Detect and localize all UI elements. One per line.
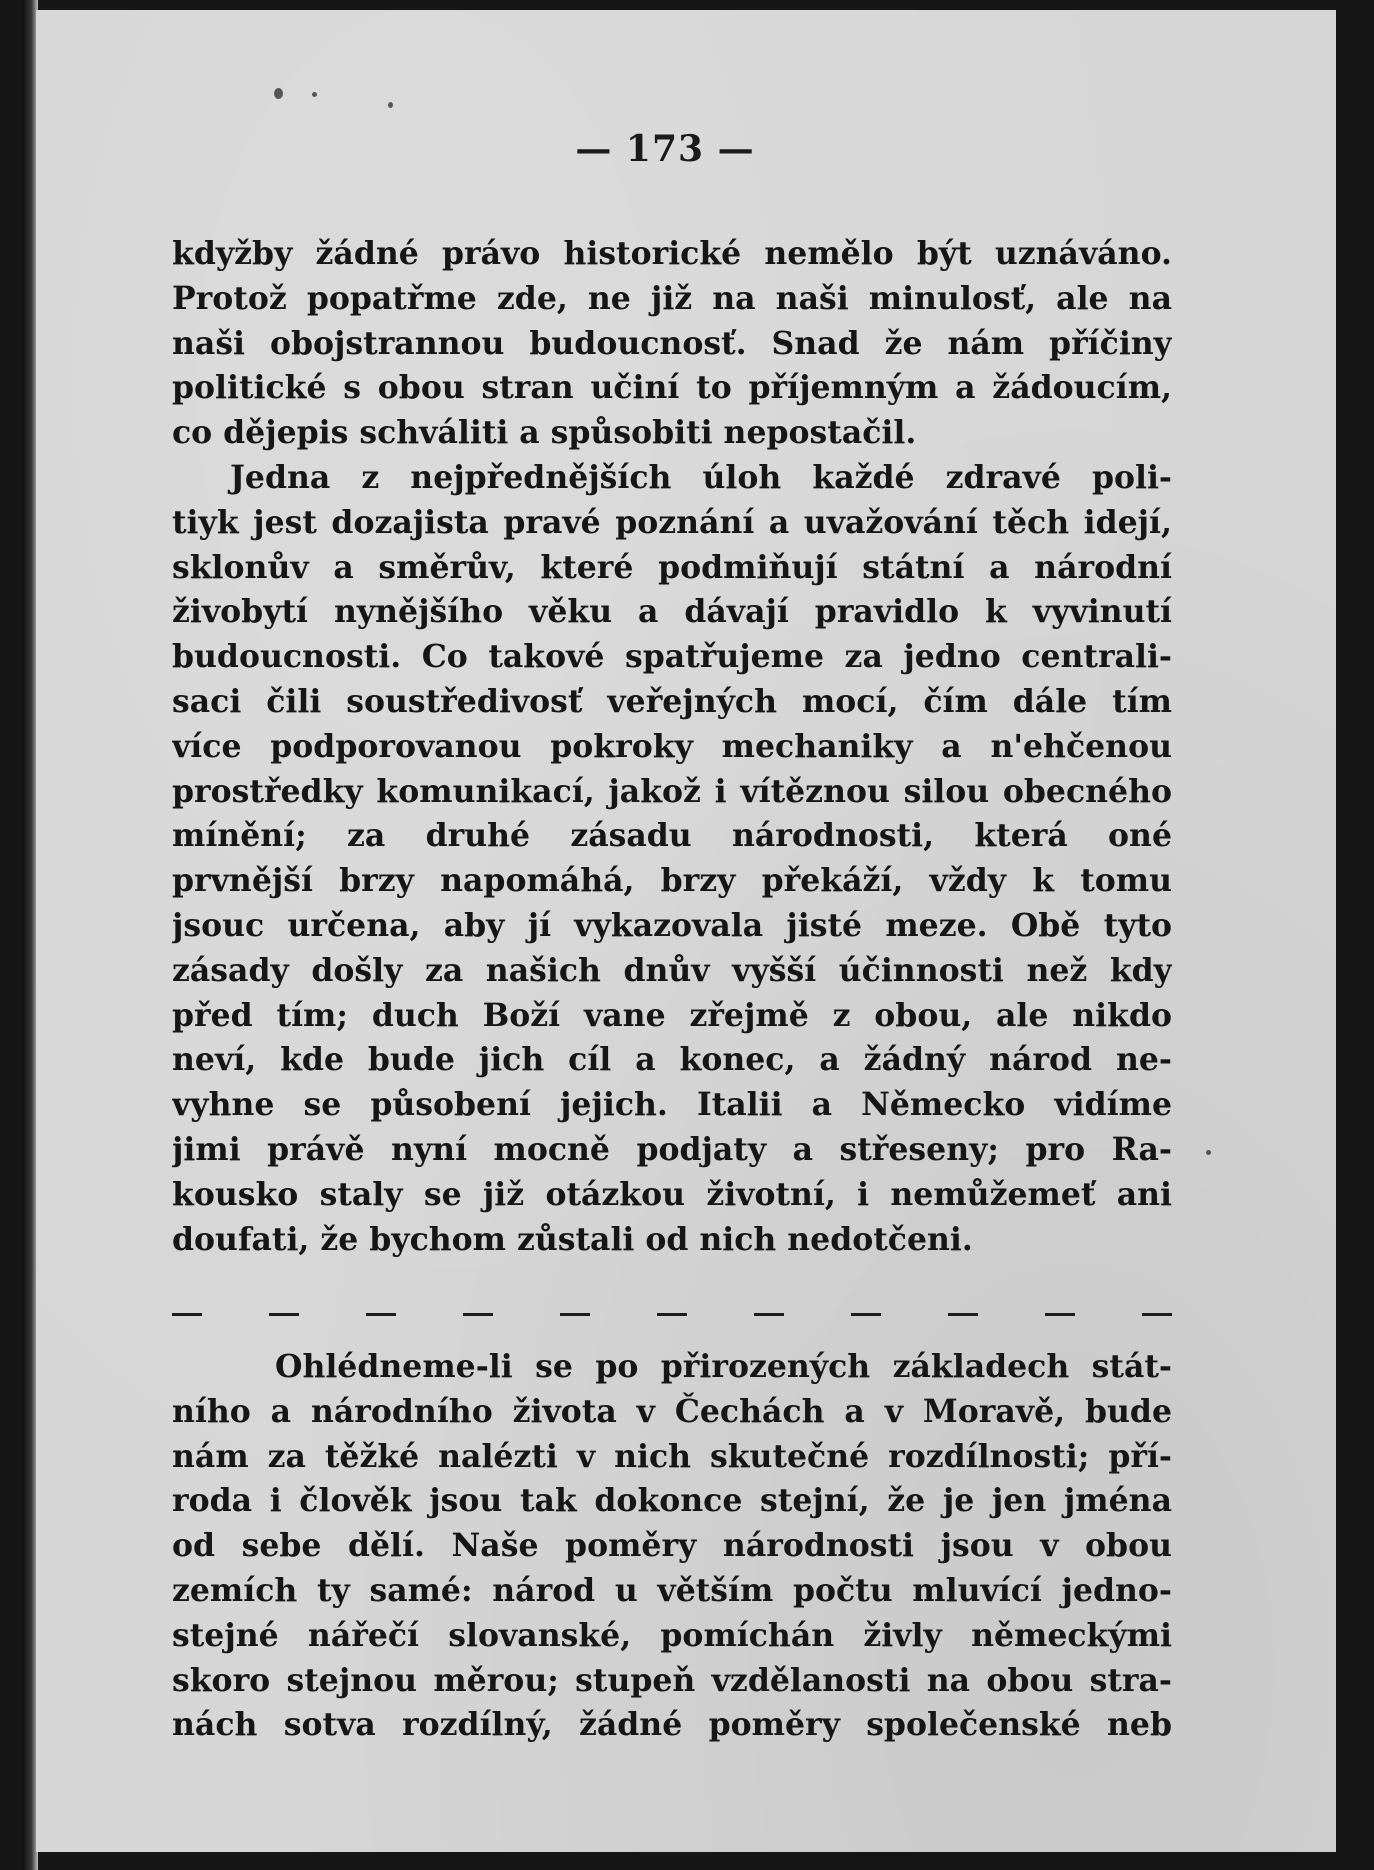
paragraph-block-1: [172, 232, 1172, 1262]
text-line: budoucnosti. Co takové spatřujeme za jedno centrali-: [172, 638, 1172, 676]
divider-dash: [269, 1313, 299, 1316]
text-line: mínění; za druhé zásadu národnosti, která oné: [172, 817, 1172, 855]
text-line: neví, kde bude jich cíl a konec, a žádný národ ne-: [172, 1041, 1172, 1079]
text-line: živobytí nynějšího věku a dávají pravidlo k vyvinutí: [172, 593, 1172, 631]
divider-dash: [948, 1313, 978, 1316]
text-line: vyhne se působení jejich. Italii a Německo vidíme: [172, 1086, 1172, 1124]
text-line: prostředky komunikací, jakož i vítěznou silou obecného: [172, 772, 1172, 810]
divider-dash: [463, 1313, 493, 1316]
text-line: kdyžby žádné právo historické nemělo být uznáváno.: [172, 235, 1172, 272]
text-line: ního a národního života v Čechách a v Moravě, bude: [172, 1392, 1172, 1430]
divider-dash: [172, 1313, 202, 1316]
text-line: zásady došly za našich dnův vyšší účinnosti než kdy: [172, 951, 1172, 989]
text-line: kousko staly se již otázkou životní, i nemůžemeť ani: [172, 1175, 1172, 1213]
section-divider: [172, 1304, 1172, 1324]
text-line: roda i člověk jsou tak dokonce stejní, že je jen jména: [172, 1482, 1172, 1520]
ink-speck: [388, 102, 393, 108]
text-line: více podporovanou pokroky mechaniky a n'ehčenou: [172, 727, 1172, 765]
text-line: Jedna z nejpřednějších úloh každé zdravé poli-: [230, 458, 1172, 496]
text-line: zemích ty samé: národ u větším počtu mluvící jedno-: [172, 1571, 1172, 1609]
text-line: doufati, že bychom zůstali od nich nedotčeni.: [172, 1220, 973, 1258]
ink-speck: [274, 88, 283, 99]
text-line: co dějepis schváliti a spůsobiti nepostačil.: [172, 414, 917, 452]
text-line: před tím; duch Boží vane zřejmě z obou, ale nikdo: [172, 996, 1172, 1034]
page-number: — 173 —: [575, 128, 755, 170]
text-line: naši obojstrannou budoucnosť. Snad že nám příčiny: [172, 324, 1172, 362]
ink-speck: [312, 92, 317, 97]
text-line: nám za těžké nalézti v nich skutečné rozdílnosti; pří-: [172, 1437, 1172, 1475]
text-line: od sebe dělí. Naše poměry národnosti jsou v obou: [172, 1527, 1172, 1565]
divider-dash: [1045, 1313, 1075, 1316]
divider-dash: [560, 1313, 590, 1316]
divider-dash: [366, 1313, 396, 1316]
divider-dash: [657, 1313, 687, 1316]
text-line: tiyk jest dozajista pravé poznání a uvažování těch idejí,: [172, 503, 1172, 541]
divider-dash: [851, 1313, 881, 1316]
divider-dash: [1142, 1313, 1172, 1316]
text-line: politické s obou stran učiní to příjemným a žádoucím,: [172, 369, 1172, 407]
text-line: Protož popatřme zde, ne již na naši minulosť, ale na: [172, 279, 1172, 317]
text-line: Ohlédneme-li se po přirozených základech stát-: [275, 1348, 1172, 1385]
text-line: nách sotva rozdílný, žádné poměry společenské neb: [172, 1706, 1172, 1744]
text-line: sklonův a směrův, které podmiňují státní a národní: [172, 548, 1172, 586]
text-line: jsouc určena, aby jí vykazovala jisté meze. Obě tyto: [172, 906, 1172, 944]
divider-dash: [754, 1313, 784, 1316]
text-line: skoro stejnou měrou; stupeň vzdělanosti na obou stra-: [172, 1661, 1172, 1699]
ink-speck: [1206, 1150, 1211, 1155]
text-line: jimi právě nyní mocně podjaty a střeseny; pro Ra-: [172, 1130, 1172, 1168]
text-line: stejné nářečí slovanské, pomíchán živly německými: [172, 1616, 1172, 1654]
text-line: saci čili soustředivosť veřejných mocí, čím dále tím: [172, 682, 1172, 720]
text-line: prvnější brzy napomáhá, brzy překáží, vždy k tomu: [172, 862, 1172, 900]
paragraph-block-2: [172, 1345, 1172, 1748]
